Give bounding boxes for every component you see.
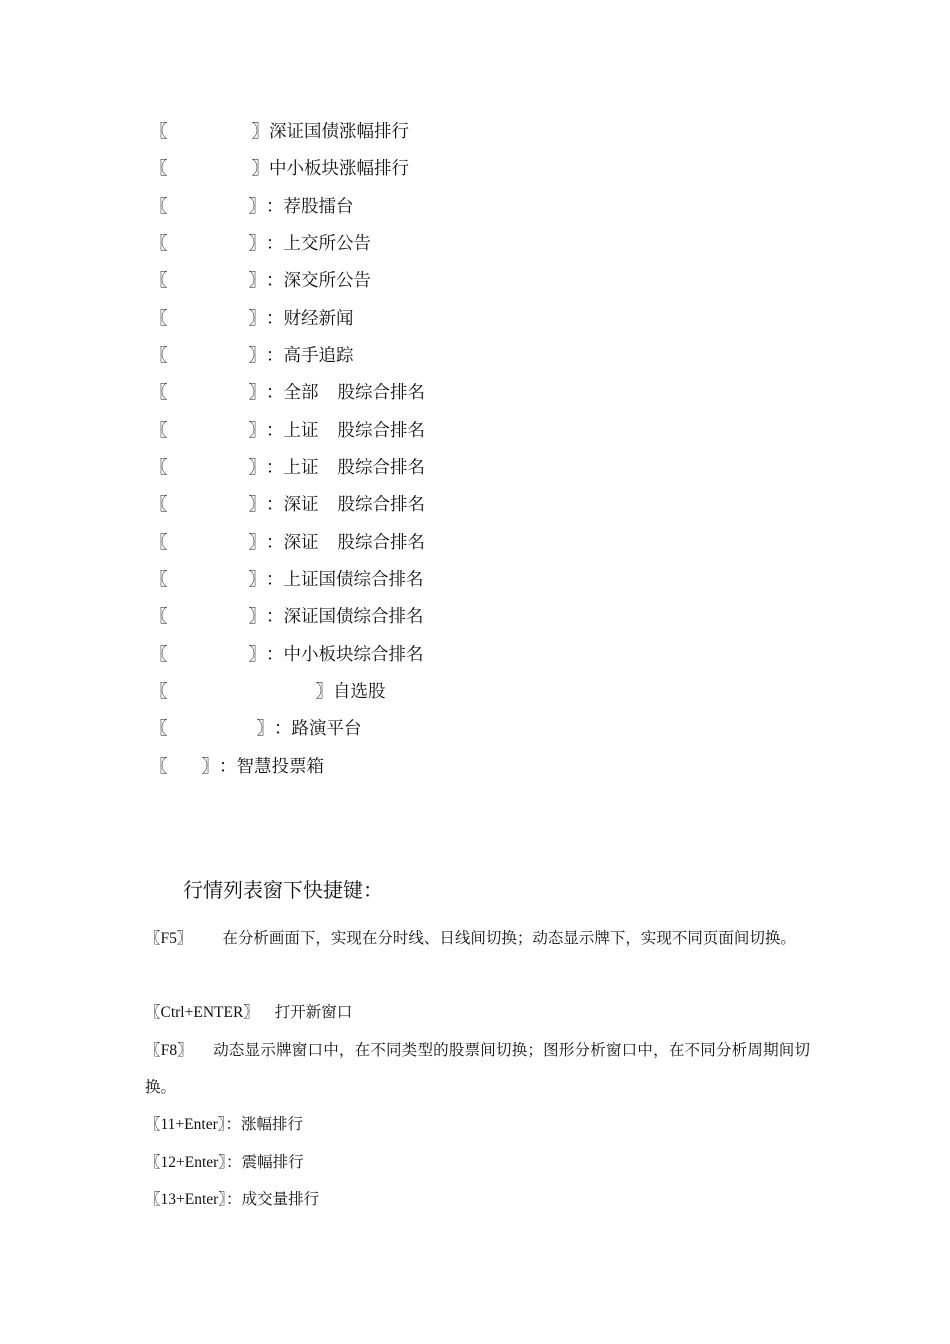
open-bracket: 〖 <box>150 271 168 291</box>
hotkey-desc: 打开新窗口 <box>274 1003 353 1021</box>
separator: ： <box>266 383 284 403</box>
hotkey-key: 〖12+Enter〗： <box>145 1154 242 1171</box>
separator: ： <box>266 271 284 291</box>
open-bracket: 〖 <box>150 757 168 777</box>
open-bracket: 〖 <box>150 383 168 403</box>
hotkey-desc: 涨幅排行 <box>240 1115 303 1133</box>
open-bracket: 〖 <box>150 645 168 665</box>
close-bracket: 〗 <box>315 682 333 702</box>
item-text: 路演平台 <box>291 719 362 739</box>
list-item <box>150 680 386 704</box>
hotkey-row <box>145 920 810 957</box>
item-text: 智慧投票箱 <box>236 757 324 777</box>
separator: ： <box>266 309 284 329</box>
list-item <box>150 232 371 256</box>
hotkey-desc: 在分析画面下，实现在分时线、日线间切换；动态显示牌下，实现不同页面间切换。 <box>222 929 796 947</box>
list-item <box>150 605 424 629</box>
close-bracket: 〗 <box>248 197 266 217</box>
close-bracket: 〗 <box>248 607 266 627</box>
hotkey-row <box>145 1188 319 1211</box>
list-item <box>150 157 409 181</box>
close-bracket: 〗 <box>248 570 266 590</box>
item-text: 深证国债涨幅排行 <box>269 122 409 142</box>
hotkey-desc: 动态显示牌窗口中，在不同类型的股票间切换；图形分析窗口中，在不同分析周期间切换。 <box>145 1041 810 1096</box>
open-bracket: 〖 <box>150 607 168 627</box>
open-bracket: 〖 <box>150 533 168 553</box>
separator: ： <box>266 570 284 590</box>
separator: ： <box>219 757 237 777</box>
list-item <box>150 120 409 144</box>
list-item <box>150 456 425 480</box>
open-bracket: 〖 <box>150 159 168 179</box>
open-bracket: 〖 <box>150 570 168 590</box>
close-bracket: 〗 <box>248 458 266 478</box>
item-text-suffix: 股综合排名 <box>337 421 425 441</box>
section-heading: 行情列表窗下快捷键： <box>183 878 383 902</box>
close-bracket: 〗 <box>251 159 269 179</box>
open-bracket: 〖 <box>150 495 168 515</box>
separator: ： <box>266 197 284 217</box>
close-bracket: 〗 <box>248 533 266 553</box>
close-bracket: 〗 <box>201 757 219 777</box>
item-text: 中小板块涨幅排行 <box>269 159 409 179</box>
item-text-suffix: 股综合排名 <box>337 495 425 515</box>
separator: ： <box>266 533 284 553</box>
open-bracket: 〖 <box>150 234 168 254</box>
list-item <box>150 531 425 555</box>
item-text: 上证国债综合排名 <box>283 570 424 590</box>
hotkey-key: 〖F8〗 <box>145 1042 194 1059</box>
item-text: 自选股 <box>333 682 386 702</box>
hotkey-desc: 成交量排行 <box>241 1190 320 1208</box>
hotkey-row <box>145 1113 303 1136</box>
item-text-prefix: 上证 <box>283 458 319 478</box>
item-text: 荐股擂台 <box>283 197 354 217</box>
item-text-suffix: 股综合排名 <box>337 533 425 553</box>
item-text: 高手追踪 <box>283 346 354 366</box>
close-bracket: 〗 <box>248 421 266 441</box>
list-item <box>150 717 362 741</box>
close-bracket: 〗 <box>256 719 274 739</box>
hotkey-row <box>145 1151 304 1174</box>
separator: ： <box>266 346 284 366</box>
item-text: 深证国债综合排名 <box>283 607 424 627</box>
list-item <box>150 755 324 779</box>
separator: ： <box>266 607 284 627</box>
item-text-prefix: 上证 <box>283 421 319 441</box>
open-bracket: 〖 <box>150 719 168 739</box>
list-item <box>150 643 424 667</box>
close-bracket: 〗 <box>248 645 266 665</box>
open-bracket: 〖 <box>150 421 168 441</box>
separator: ： <box>274 719 292 739</box>
list-item <box>150 381 425 405</box>
hotkey-key: 〖11+Enter〗： <box>145 1116 241 1133</box>
open-bracket: 〖 <box>150 346 168 366</box>
hotkey-key: 〖F5〗 <box>145 930 193 947</box>
close-bracket: 〗 <box>248 346 266 366</box>
hotkey-desc: 震幅排行 <box>241 1153 304 1171</box>
list-item <box>150 269 371 293</box>
item-text: 上交所公告 <box>283 234 371 254</box>
open-bracket: 〖 <box>150 458 168 478</box>
item-text-prefix: 全部 <box>283 383 319 403</box>
separator: ： <box>266 458 284 478</box>
list-item <box>150 419 425 443</box>
separator: ： <box>266 645 284 665</box>
hotkey-key: 〖13+Enter〗： <box>145 1191 242 1208</box>
open-bracket: 〖 <box>150 309 168 329</box>
list-item <box>150 344 354 368</box>
item-text-suffix: 股综合排名 <box>337 383 425 403</box>
open-bracket: 〖 <box>150 682 168 702</box>
close-bracket: 〗 <box>251 122 269 142</box>
item-text-prefix: 深证 <box>283 533 319 553</box>
item-text: 中小板块综合排名 <box>283 645 424 665</box>
hotkey-key: 〖Ctrl+ENTER〗 <box>145 1004 259 1021</box>
item-text-suffix: 股综合排名 <box>337 458 425 478</box>
separator: ： <box>266 421 284 441</box>
item-text: 深交所公告 <box>283 271 371 291</box>
close-bracket: 〗 <box>248 495 266 515</box>
hotkey-row <box>145 1032 810 1105</box>
close-bracket: 〗 <box>248 234 266 254</box>
list-item <box>150 493 425 517</box>
hotkey-row <box>145 1001 352 1024</box>
open-bracket: 〖 <box>150 197 168 217</box>
close-bracket: 〗 <box>248 271 266 291</box>
close-bracket: 〗 <box>248 309 266 329</box>
open-bracket: 〖 <box>150 122 168 142</box>
close-bracket: 〗 <box>248 383 266 403</box>
list-item <box>150 195 354 219</box>
item-text-prefix: 深证 <box>283 495 319 515</box>
separator: ： <box>266 495 284 515</box>
item-text: 财经新闻 <box>283 309 354 329</box>
list-item <box>150 307 354 331</box>
separator: ： <box>266 234 284 254</box>
list-item <box>150 568 424 592</box>
